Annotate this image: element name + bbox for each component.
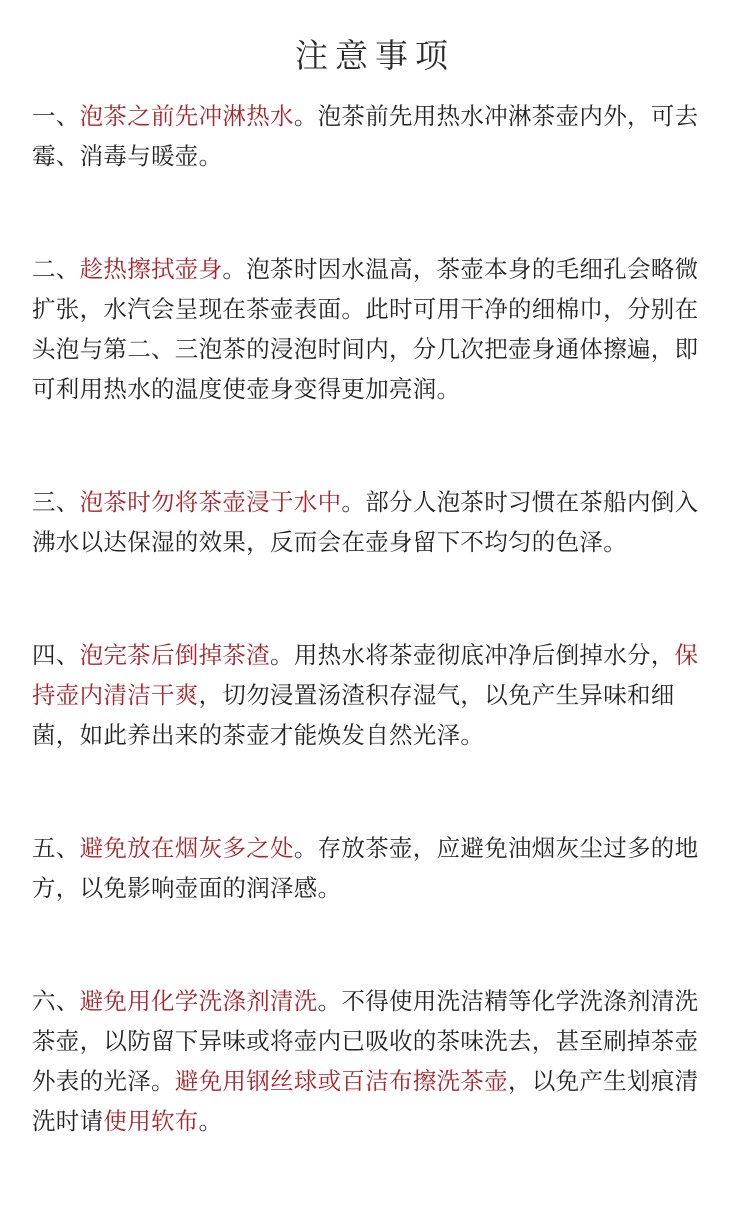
note-item-2 — [32, 249, 722, 409]
note-4-number: 四、 — [32, 641, 80, 669]
note-6-body: 。不得使用洗洁精等化学洗涤剂清洗茶壶，以防留下异味或将壶内已吸收的茶味洗去，甚至刷掉茶壶外表的光泽。 — [32, 987, 699, 1095]
note-1-body: 。泡茶前先用热水冲淋茶壶内外，可去霉、消毒与暖壶。 — [32, 102, 699, 170]
note-5-number: 五、 — [32, 834, 80, 862]
note-1-heading: 泡茶之前先冲淋热水 — [79, 102, 294, 130]
note-6-ending: 。 — [198, 1107, 223, 1135]
note-5-heading: 避免放在烟灰多之处 — [79, 834, 294, 862]
note-4-body-2: ，切勿浸置汤渣积存湿气，以免产生异味和细菌，如此养出来的茶壶才能焕发自然光泽。 — [32, 681, 675, 749]
note-4-heading: 泡完茶后倒掉茶渣 — [79, 641, 271, 669]
page-title: 注意事项 — [295, 36, 455, 75]
note-3-body: 。部分人泡茶时习惯在茶船内倒入沸水以达保湿的效果，反而会在壶身留下不均匀的色泽。 — [32, 488, 699, 556]
note-6-highlight: 避免用钢丝球或百洁布擦洗茶壶 — [174, 1067, 509, 1095]
note-3-heading: 泡茶时勿将茶壶浸于水中 — [79, 488, 342, 516]
note-item-3 — [32, 482, 722, 562]
note-5-body: 。存放茶壶，应避免油烟灰尘过多的地方，以免影响壶面的润泽感。 — [32, 834, 699, 902]
note-6-highlight-2: 使用软布 — [103, 1107, 199, 1135]
note-2-heading: 趁热擦拭壶身 — [79, 255, 223, 283]
note-2-body: 。泡茶时因水温高，茶壶本身的毛细孔会略微扩张，水汽会呈现在茶壶表面。此时可用干净的细棉巾，分别在头泡与第二、三泡茶的浸泡时间内，分几次把壶身通体擦遍，即可利用热水的温度使壶身变得更加亮润。 — [32, 255, 699, 403]
note-item-1 — [32, 96, 722, 176]
note-4-body: 。用热水将茶壶彻底冲净后倒掉水分， — [270, 641, 675, 669]
note-1-number: 一、 — [32, 102, 80, 130]
note-item-6 — [32, 981, 722, 1141]
note-4-highlight: 保持壶内清洁干爽 — [32, 641, 699, 709]
notes-list — [32, 96, 722, 1214]
note-6-number: 六、 — [32, 987, 80, 1015]
note-2-number: 二、 — [32, 255, 80, 283]
note-item-5 — [32, 828, 722, 908]
note-3-number: 三、 — [32, 488, 80, 516]
note-6-body-2: ，以免产生划痕清洗时请 — [32, 1067, 699, 1135]
note-item-4 — [32, 635, 722, 755]
note-6-heading: 避免用化学洗涤剂清洗 — [79, 987, 318, 1015]
